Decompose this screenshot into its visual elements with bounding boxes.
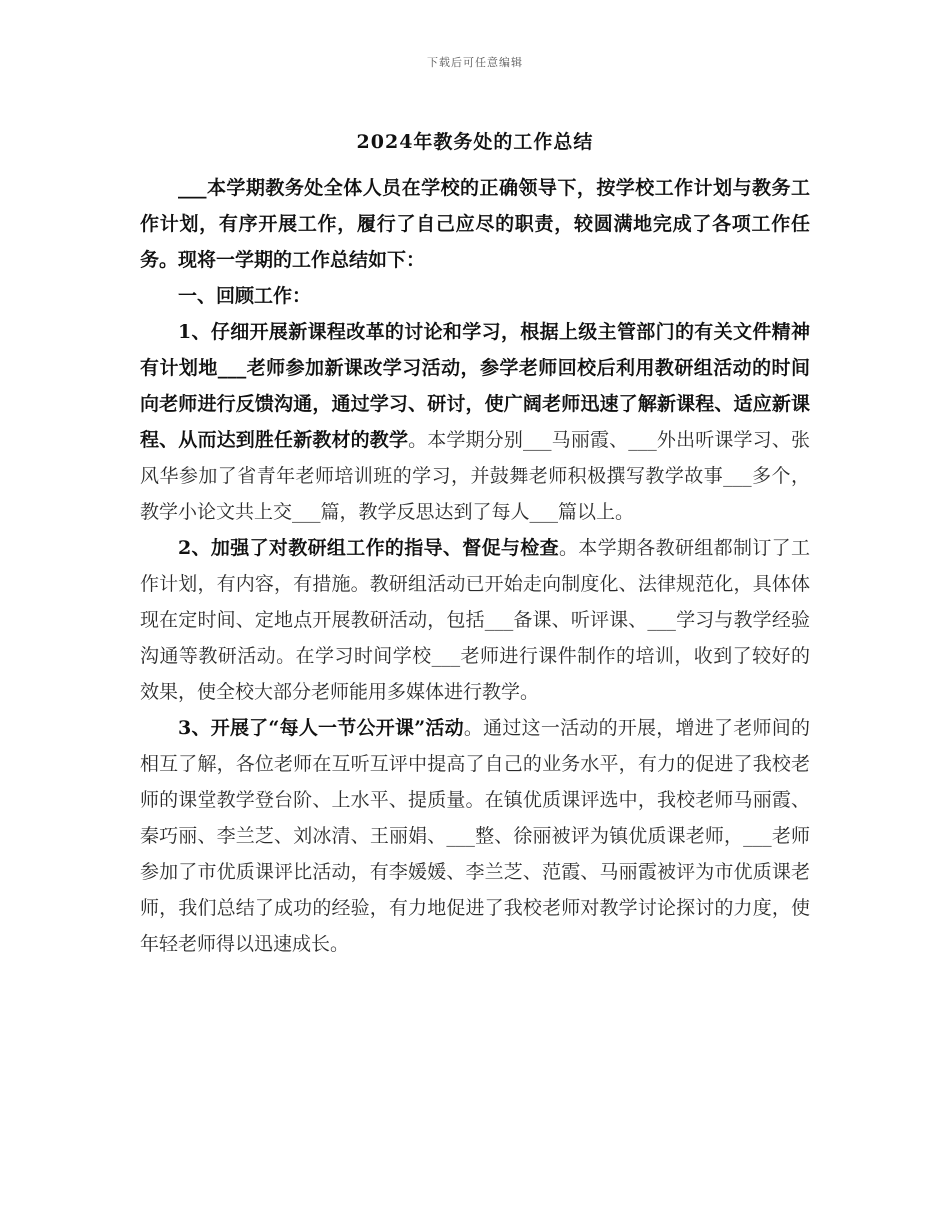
- item-1-detail: 。本学期分别___马丽霞、___外出听课学习、张风华参加了省青年老师培训班的学习，并鼓舞老师积极撰写教学故事___多个，教学小论文共上交___篇，教学反思达到了每人___篇以上。: [140, 429, 810, 523]
- section-heading-review: 一、回顾工作：: [178, 285, 312, 307]
- item-3-lead: 3、开展了“每人一节公开课”活动: [178, 717, 464, 739]
- document-body: [140, 170, 810, 962]
- item-3-detail: 。通过这一活动的开展，增进了老师间的相互了解，各位老师在互听互评中提高了自己的业务水平，有力的促进了我校老师的课堂教学登台阶、上水平、提质量。在镇优质课评选中，我校老师马丽霞、秦巧丽、李兰芝、刘冰清、王丽娟、___整、徐丽被评为镇优质课老师，___老师参加了市优质课评比活动，有李媛媛、李兰芝、范霞、马丽霞被评为市优质课老师，我们总结了成功的经验，有力地促进了我校老师对教学讨论探讨的力度，使年轻老师得以迅速成长。: [140, 717, 810, 955]
- item-2-detail: 。本学期各教研组都制订了工作计划，有内容，有措施。教研组活动已开始走向制度化、法律规范化，具体体现在定时间、定地点开展教研活动，包括___备课、听评课、___学习与教学经验沟通等教研活动。在学习时间学校___老师进行课件制作的培训，收到了较好的效果，使全校大部分老师能用多媒体进行教学。: [140, 537, 810, 703]
- item-2-lead: 2、加强了对教研组工作的指导、督促与检查: [178, 537, 559, 559]
- item-3-paragraph: [140, 710, 810, 962]
- item-2-paragraph: [140, 530, 810, 710]
- intro-paragraph: ___本学期教务处全体人员在学校的正确领导下，按学校工作计划与教务工作计划，有序开展工作，履行了自己应尽的职责，较圆满地完成了各项工作任务。现将一学期的工作总结如下：: [140, 177, 810, 271]
- item-1-paragraph: [140, 314, 810, 530]
- item-1-lead: 1、仔细开展新课程改革的讨论和学习，根据上级主管部门的有关文件精神有计划地___老师参加新课改学习活动，参学老师回校后利用教研组活动的时间向老师进行反馈沟通，通过学习、研讨，使广阔老师迅速了解新课程、适应新课程、从而达到胜任新教材的教学: [140, 321, 810, 451]
- page-header-note: 下载后可任意编辑: [427, 56, 523, 69]
- document-title: 2024年教务处的工作总结: [356, 131, 594, 153]
